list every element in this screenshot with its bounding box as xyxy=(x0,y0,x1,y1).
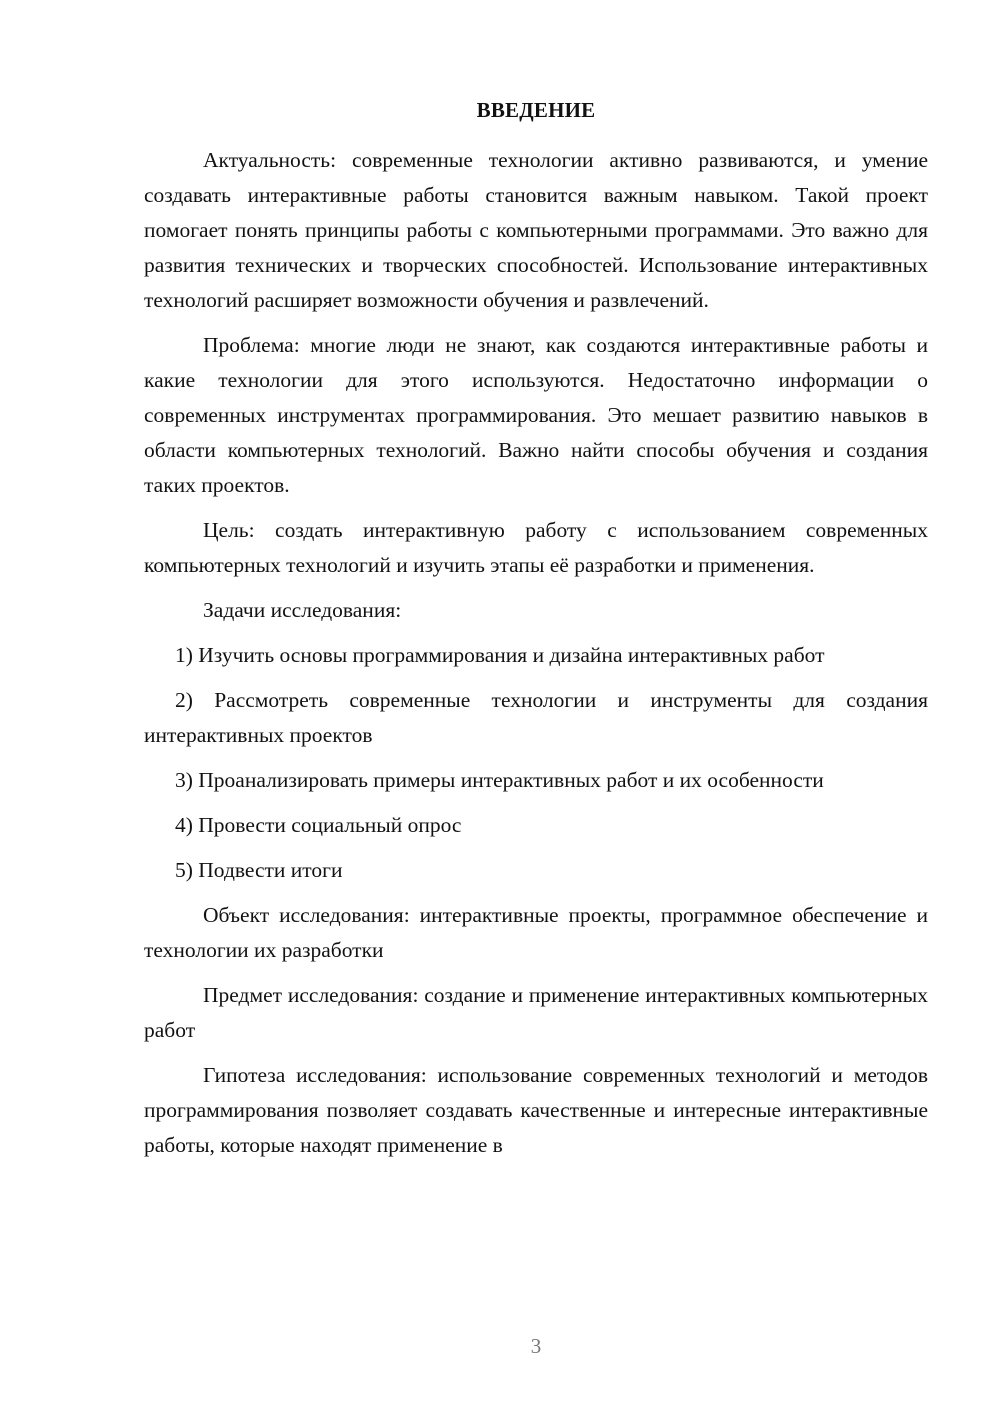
list-item: 2) Рассмотреть современные технологии и инструменты для создания интерактивных проектов xyxy=(144,688,928,747)
page-title: ВВЕДЕНИЕ xyxy=(476,98,596,122)
relevance-paragraph: Актуальность: современные технологии активно развиваются, и умение создавать интерактивные работы становится важным навыком. Такой проект помогает понять принципы работы с компьютерными программами. Это важно для развития технических и творческих способностей. Использование интерактивных технологий расширяет возможности обучения и развлечений. xyxy=(144,148,928,312)
list-item: 5) Подвести итоги xyxy=(175,858,343,882)
goal-paragraph: Цель: создать интерактивную работу с использованием современных компьютерных технологий и изучить этапы её разработки и применения. xyxy=(144,518,928,577)
subject-paragraph: Предмет исследования: создание и применение интерактивных компьютерных работ xyxy=(144,983,928,1042)
page-number: 3 xyxy=(530,1334,542,1358)
list-item: 4) Провести социальный опрос xyxy=(175,813,462,837)
list-item: 1) Изучить основы программирования и дизайна интерактивных работ xyxy=(175,643,825,667)
problem-paragraph: Проблема: многие люди не знают, как создаются интерактивные работы и какие технологии для этого используются. Недостаточно информации о современных инструментах программирования. Это мешает развитию навыков в области компьютерных технологий. Важно найти способы обучения и создания таких проектов. xyxy=(144,333,928,497)
object-paragraph: Объект исследования: интерактивные проекты, программное обеспечение и технологии их разработки xyxy=(144,903,928,962)
list-item: 3) Проанализировать примеры интерактивных работ и их особенности xyxy=(175,768,824,792)
page-body xyxy=(144,143,928,1173)
hypothesis-paragraph: Гипотеза исследования: использование современных технологий и методов программирования позволяет создавать качественные и интересные интерактивные работы, которые находят применение в xyxy=(144,1063,928,1157)
tasks-heading: Задачи исследования: xyxy=(203,598,402,622)
